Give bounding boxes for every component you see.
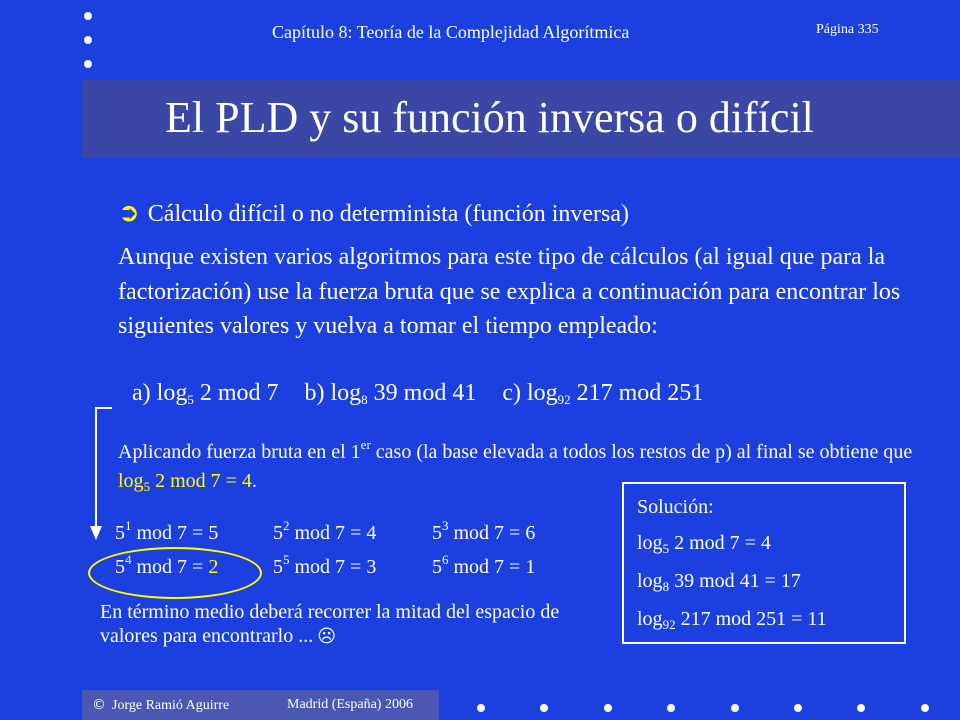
solution-line: $\log_{92} 217$ mod 251 = 11 [637, 608, 827, 632]
decor-dot [477, 704, 485, 712]
decor-dot [84, 60, 92, 68]
bullet-line [118, 198, 629, 228]
page-number: Página 335 [816, 22, 879, 37]
closing-paragraph: En término medio deberá recorrer la mitad del espacio de valores para encontrarlo ... ☹ [100, 601, 560, 647]
connector-arrow [86, 398, 116, 548]
bullet-paren: (función inversa) [464, 201, 629, 227]
power-item: $5^2$ mod 7 = 4 [273, 518, 377, 544]
decor-dot [794, 704, 802, 712]
power-item: $5^3$ mod 7 = 6 [432, 518, 536, 544]
decor-dot [84, 12, 92, 20]
power-item: $5^5$ mod 7 = 3 [273, 552, 377, 578]
slide-title: El PLD y su función inversa o difícil [165, 93, 814, 142]
decor-dot [857, 704, 865, 712]
cases-line [132, 380, 723, 407]
arrow-right-icon: ➲ [118, 198, 140, 228]
case-c: c) $\log_{92} 217$ mod 251 [502, 380, 704, 407]
highlight-ellipse [88, 547, 262, 599]
case-a: a) $\log_5 2$ mod 7 [132, 380, 279, 407]
solution-heading: Solución: [637, 496, 714, 518]
decor-dot [84, 36, 92, 44]
solution-line: $\log_8 39$ mod 41 = 17 [637, 570, 801, 594]
decor-dot [604, 704, 612, 712]
decor-dot [921, 704, 929, 712]
chapter-header: Capítulo 8: Teoría de la Complejidad Algorítmica [272, 22, 630, 42]
power-item: $5^4$ mod 7 = 2 [115, 552, 219, 578]
decor-dot [540, 704, 548, 712]
footer-place: Madrid (España) 2006 [287, 697, 413, 712]
power-item: $5^6$ mod 7 = 1 [432, 552, 536, 578]
decor-dot [731, 704, 739, 712]
intro-paragraph: Aunque existen varios algoritmos para este tipo de cálculos (al igual que para la factorización) use la fuerza bruta que se explica a continuación para encontrar los siguientes valores y vuelva a tomar el tiempo empleado: [118, 244, 901, 339]
case-b: b) $\log_8 39$ mod 41 [304, 380, 477, 407]
power-item: $5^1$ mod 7 = 5 [115, 518, 219, 544]
bullet-text: Cálculo difícil o no determinista [147, 201, 459, 227]
solution-box [622, 482, 906, 644]
solution-line: $\log_5 2$ mod 7 = 4 [637, 532, 771, 556]
explanation-paragraph: Aplicando fuerza bruta en el 1er caso (la base elevada a todos los restos de p) al final se obtiene que $\log_5 2$ mod 7 = 4. [118, 437, 913, 494]
copyright-icon: © [92, 697, 106, 713]
footer-author: © Jorge Ramió Aguirre [92, 697, 230, 713]
result-highlight: $\log_5 2$ mod 7 = 4 [118, 470, 252, 494]
sad-face-icon: ☹ [317, 626, 336, 647]
decor-dot [667, 704, 675, 712]
